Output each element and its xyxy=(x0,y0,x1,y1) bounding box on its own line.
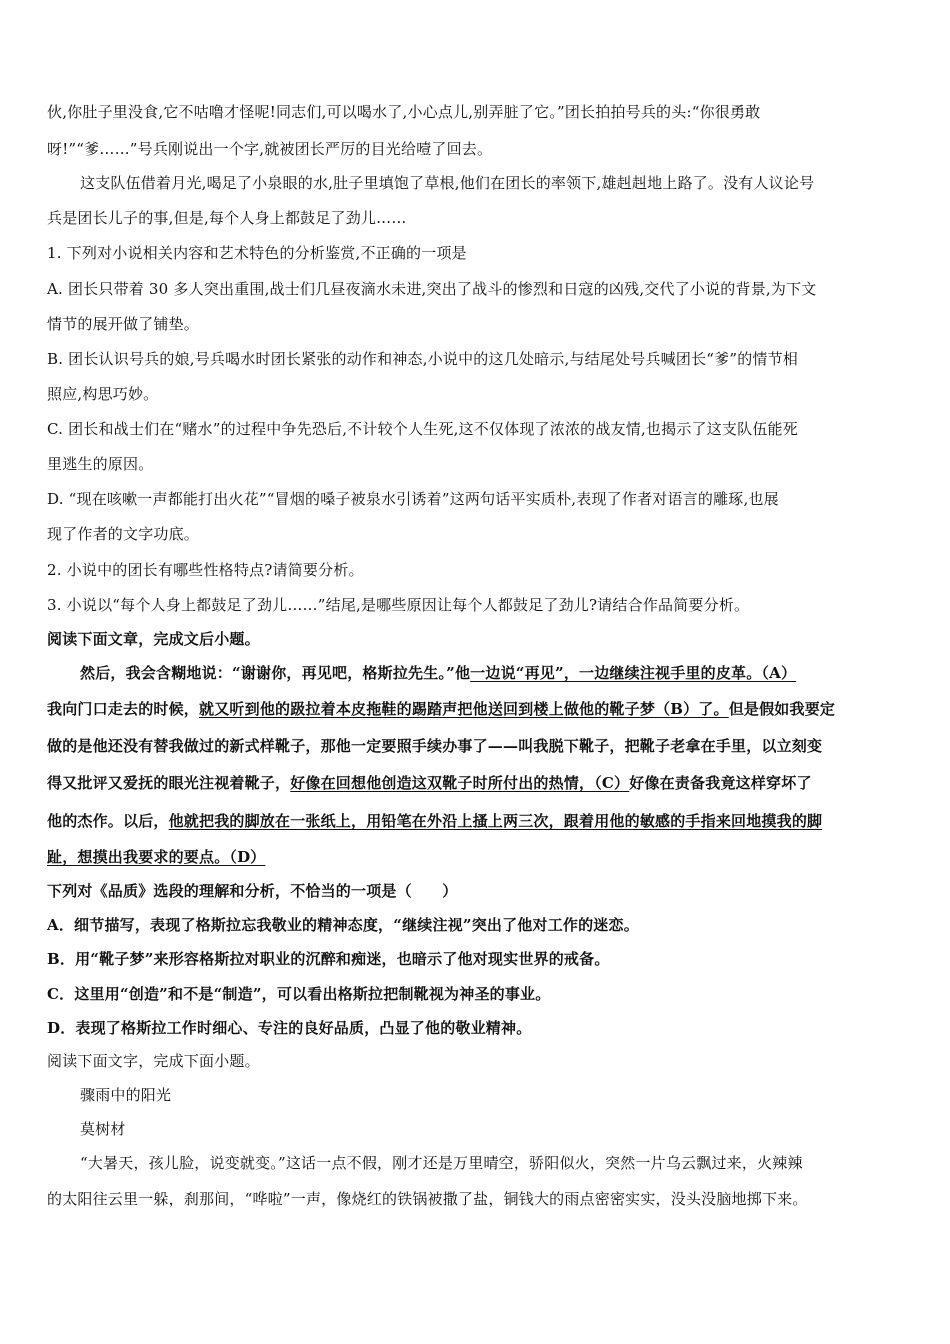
section-2-option-a: A．细节描写，表现了格斯拉忘我敬业的精神态度，“继续注视”突出了他对工作的迷恋。 xyxy=(47,916,639,934)
story-paragraph-2-line-1: 这支队伍借着月光,喝足了小泉眼的水,肚子里填饱了草根,他们在团长的率领下,雄赳赳地上路了。没有人议论号 xyxy=(80,174,815,192)
section-2-question-stem: 下列对《品质》选段的理解和分析，不恰当的一项是（ ） xyxy=(47,882,458,900)
passage-line-3: 做的是他还没有替我做过的新式样靴子，那他一定要照手续办事了——叫我脱下靴子，把靴子老拿在手里，以立刻变 xyxy=(47,737,823,755)
story-paragraph-2-line-2: 兵是团长儿子的事,但是,每个人身上都鼓足了劲儿…… xyxy=(47,209,407,227)
question-1-option-d-line-2: 现了作者的文字功底。 xyxy=(47,525,200,543)
passage-line-6 xyxy=(47,847,907,867)
section-2-heading: 阅读下面文章，完成文后小题。 xyxy=(47,630,260,648)
section-2-option-d: D．表现了格斯拉工作时细心、专注的良好品质，凸显了他的敬业精神。 xyxy=(47,1019,532,1037)
question-1-option-b-line-2: 照应,构思巧妙。 xyxy=(47,385,159,403)
essay-paragraph-1-line-1: “大暑天，孩儿脸，说变就变。”这话一点不假，刚才还是万里晴空，骄阳似火，突然一片乌云飘过来，火辣辣 xyxy=(80,1154,803,1172)
passage-line-4: 得又批评又爱抚的眼光注视着靴子，好像在回想他创造这双靴子时所付出的热情，（C）好像在责备我竟这样穿坏了 xyxy=(47,774,812,792)
story-paragraph-1-line-2: 呀!”“爹……”号兵刚说出一个字,就被团长严厉的目光给噎了回去。 xyxy=(47,140,493,158)
essay-author: 莫树材 xyxy=(80,1120,126,1138)
question-1-option-c-line-2: 里逃生的原因。 xyxy=(47,455,154,473)
underlined-phrase-a: 一边说“再见”，一边继续注视手里的皮革。（A） xyxy=(470,664,797,682)
question-2: 2. 小说中的团长有哪些性格特点?请简要分析。 xyxy=(47,561,364,579)
question-3: 3. 小说以“每个人身上都鼓足了劲儿……”结尾,是哪些原因让每个人都鼓足了劲儿?请结合作品简要分析。 xyxy=(47,596,750,614)
section-2-option-b: B．用“靴子梦”来形容格斯拉对职业的沉醉和痴迷，也暗示了他对现实世界的戒备。 xyxy=(47,950,610,968)
question-1-option-c-line-1: C. 团长和战士们在“赌水”的过程中争先恐后,不计较个人生死,这不仅体现了浓浓的战友情,也揭示了这支队伍能死 xyxy=(47,420,798,438)
question-1-option-d-line-1: D. “现在咳嗽一声都能打出火花”“冒烟的嗓子被泉水引诱着”这两句话平实质朴,表现了作者对语言的雕琢,也展 xyxy=(47,490,779,508)
underlined-phrase-c: 好像在回想他创造这双靴子时所付出的热情，（C） xyxy=(290,774,630,792)
underlined-phrase-d: 他就把我的脚放在一张纸上，用铅笔在外沿上搔上两三次，跟着用他的敏感的手指来回地摸我的脚 xyxy=(168,812,823,830)
essay-paragraph-1-line-2: 的太阳往云里一躲，刹那间，“哗啦”一声，像烧红的铁锅被撒了盐，铜钱大的雨点密密实实，没头没脑地掷下来。 xyxy=(47,1190,808,1208)
underlined-phrase-b: 就又听到他的趿拉着本皮拖鞋的踢踏声把他送回到楼上做他的靴子梦（B）了。 xyxy=(199,700,729,718)
essay-title: 骤雨中的阳光 xyxy=(80,1086,172,1104)
underlined-phrase-d-end: 趾，想摸出我要求的要点。（D） xyxy=(47,848,266,866)
story-paragraph-1-line-1: 伙,你肚子里没食,它不咕噜才怪呢!同志们,可以喝水了,小心点儿,别弄脏了它。”团长拍拍号兵的头:“你很勇敢 xyxy=(47,103,761,121)
passage-line-1: 然后，我会含糊地说：“谢谢你，再见吧，格斯拉先生。”他一边说“再见”，一边继续注视手里的皮革。（A） xyxy=(80,664,797,682)
question-1-option-b-line-1: B. 团长认识号兵的娘,号兵喝水时团长紧张的动作和神态,小说中的这几处暗示,与结尾处号兵喊团长“爹”的情节相 xyxy=(47,350,799,368)
passage-line-2: 我向门口走去的时候，就又听到他的趿拉着本皮拖鞋的踢踏声把他送回到楼上做他的靴子梦（B）了。但是假如我要定 xyxy=(47,700,836,718)
question-1-option-a-line-1: A. 团长只带着 30 多人突出重围,战士们几昼夜滴水未进,突出了战斗的惨烈和日寇的凶残,交代了小说的背景,为下文 xyxy=(47,280,817,298)
section-3-heading: 阅读下面文字，完成下面小题。 xyxy=(47,1052,260,1070)
question-1-option-a-line-2: 情节的展开做了铺垫。 xyxy=(47,315,200,333)
section-2-option-c: C．这里用“创造”和不是“制造”，可以看出格斯拉把制靴视为神圣的事业。 xyxy=(47,985,551,1003)
passage-line-5: 他的杰作。以后，他就把我的脚放在一张纸上，用铅笔在外沿上搔上两三次，跟着用他的敏感的手指来回地摸我的脚 xyxy=(47,812,823,830)
question-1-stem: 1. 下列对小说相关内容和艺术特色的分析鉴赏,不正确的一项是 xyxy=(47,244,467,262)
